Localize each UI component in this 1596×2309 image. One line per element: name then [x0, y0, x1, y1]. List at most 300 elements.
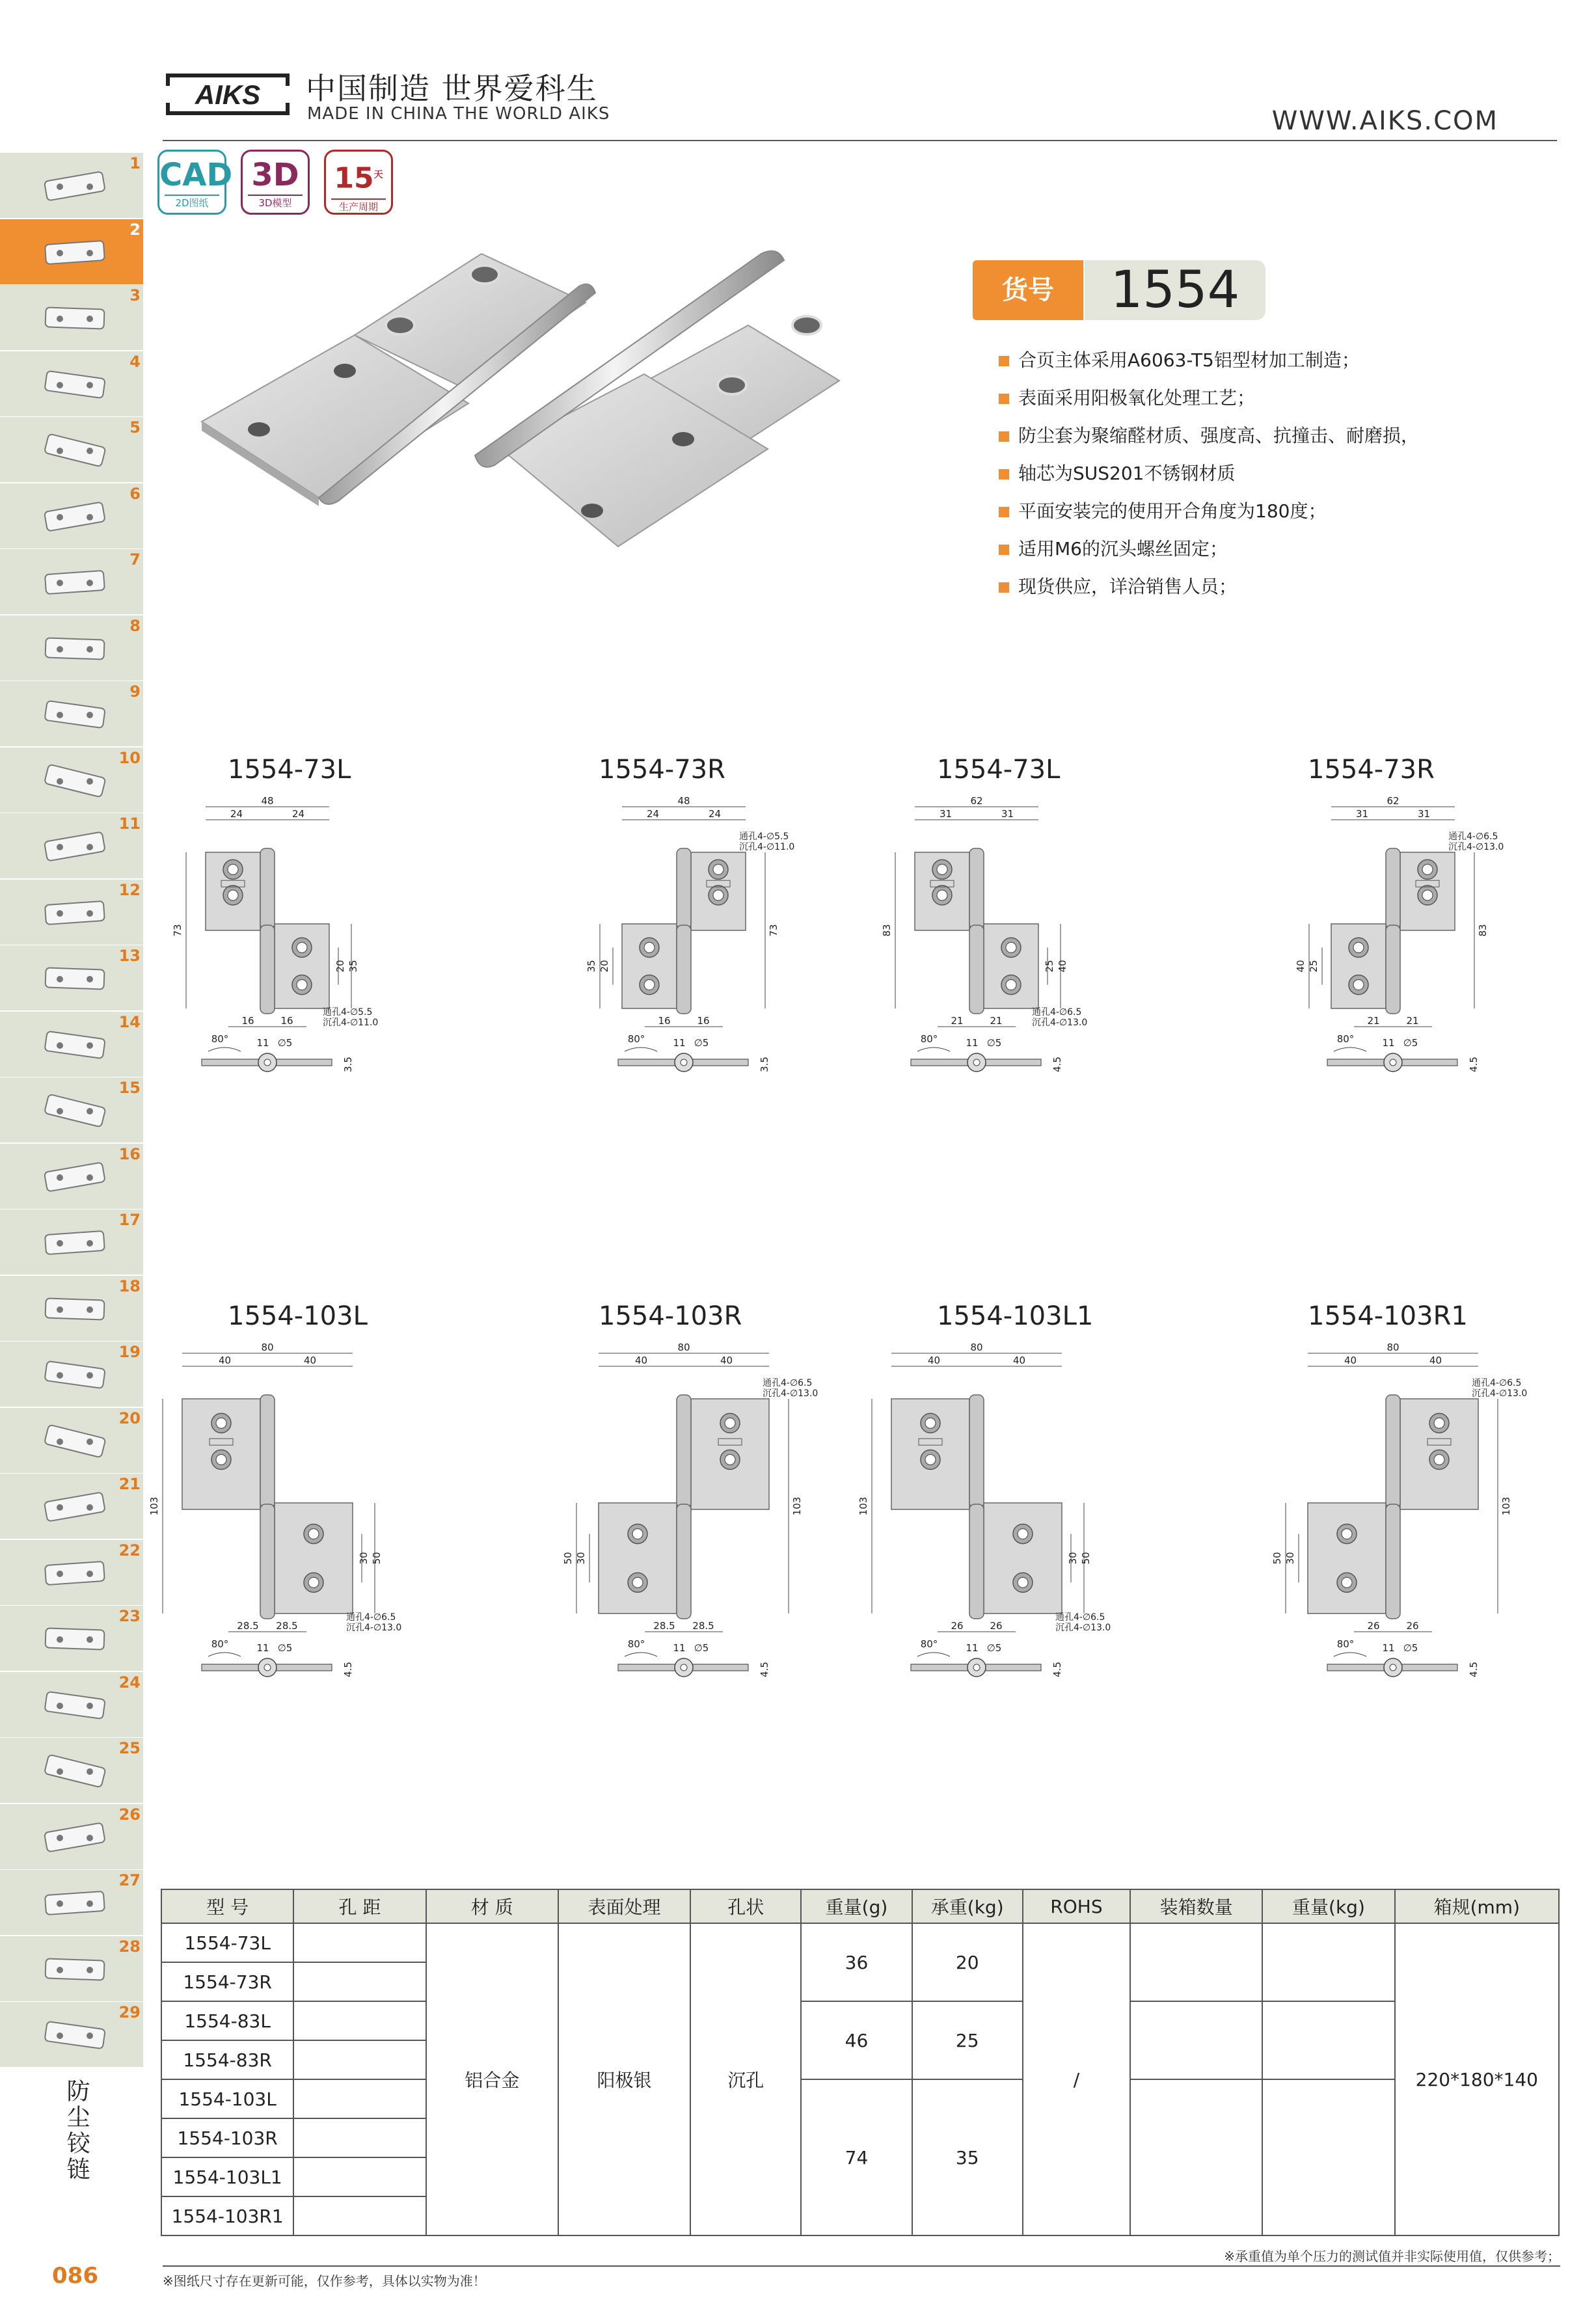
hole-callout-through: 通孔4-∅5.5 — [323, 1007, 373, 1018]
drawing-1554-73r — [1243, 755, 1555, 1210]
bullet-square-icon — [999, 582, 1009, 593]
through-hole-icon — [937, 890, 947, 900]
sidebar-item-number: 19 — [118, 1343, 141, 1361]
feature-text: 防尘套为聚缩醛材质、强度高、抗撞击、耐磨损， — [1018, 425, 1420, 446]
hole-callout-through: 通孔4-∅6.5 — [1055, 1612, 1105, 1623]
model-cell: 1554-103R1 — [161, 2196, 293, 2235]
sidebar-item-number: 26 — [118, 1805, 141, 1824]
drawing-1554-73r — [534, 755, 846, 1210]
drawing-1554-103r1 — [1243, 1301, 1555, 1757]
column-header: 孔状 — [690, 1889, 801, 1923]
dim-bottom-half: 26 — [1406, 1620, 1419, 1632]
feature-item — [999, 493, 1519, 530]
column-header: 孔 距 — [293, 1889, 426, 1923]
through-hole-icon — [1006, 942, 1016, 952]
product-code-label: 货号 — [973, 260, 1083, 320]
through-hole-icon — [644, 980, 655, 990]
hole-callout-countersunk: 沉孔4-∅13.0 — [763, 1388, 818, 1399]
box-weight-cell — [1262, 2079, 1394, 2235]
through-hole-icon — [1018, 1577, 1028, 1587]
dim-hole-pitch: 25 — [1044, 960, 1055, 973]
brand-en: MADE IN CHINA THE WORLD AIKS — [307, 104, 610, 124]
sidebar-item-26[interactable] — [0, 1804, 143, 1869]
sidebar-item-17[interactable] — [0, 1209, 143, 1275]
3d-badge-label: 3D — [251, 157, 299, 193]
angle-arc-icon — [625, 1653, 657, 1656]
lower-leaf — [984, 1503, 1062, 1614]
pin-icon — [973, 1664, 980, 1671]
dim-bottom-half: 16 — [280, 1015, 293, 1027]
drawing-title: 1554-103L — [228, 1301, 368, 1331]
dim-half-width: 40 — [303, 1355, 317, 1366]
sidebar-item-25[interactable] — [0, 1738, 143, 1803]
lead-time-badge[interactable] — [324, 150, 393, 215]
angle-arc-icon — [625, 1047, 657, 1051]
hardware-thumbnail-icon — [39, 1356, 111, 1395]
hole-callout-countersunk: 沉孔4-∅13.0 — [1032, 1018, 1088, 1028]
sidebar-item-28[interactable] — [0, 1936, 143, 2001]
dim-pin: 11 — [673, 1037, 686, 1049]
through-hole-icon — [1018, 1529, 1028, 1539]
drawing-1554-103r — [534, 1301, 846, 1757]
lead-time-caption: 生产周期 — [331, 198, 386, 214]
hardware-thumbnail-icon — [39, 1224, 111, 1263]
sidebar-item-8[interactable] — [0, 615, 143, 681]
hinge-drawing — [534, 794, 846, 1210]
hardware-thumbnail-icon — [39, 1158, 111, 1197]
drawing-title: 1554-73L — [937, 755, 1061, 785]
through-hole-icon — [1353, 942, 1364, 952]
column-header: 表面处理 — [558, 1889, 690, 1923]
dim-angle: 80° — [627, 1033, 645, 1045]
3d-badge[interactable] — [241, 150, 310, 215]
dim-total-width: 80 — [261, 1342, 274, 1353]
dim-bottom-half: 21 — [951, 1015, 964, 1027]
hardware-thumbnail-icon — [39, 1818, 111, 1857]
sidebar-item-21[interactable] — [0, 1474, 143, 1539]
dim-diameter: ∅5 — [986, 1037, 1002, 1049]
through-hole-icon — [937, 864, 947, 874]
sidebar-item-12[interactable] — [0, 880, 143, 945]
box-weight-cell — [1262, 2001, 1394, 2079]
dim-pin: 11 — [256, 1642, 269, 1654]
model-cell: 1554-103L — [161, 2079, 293, 2118]
column-header: 装箱数量 — [1130, 1889, 1262, 1923]
dim-leaf-height: 50 — [371, 1552, 383, 1565]
angle-arc-icon — [208, 1047, 241, 1051]
sidebar-item-number: 11 — [118, 815, 141, 833]
hardware-thumbnail-icon — [39, 1554, 111, 1593]
bullet-square-icon — [999, 469, 1009, 479]
drawing-title: 1554-73L — [228, 755, 351, 785]
surface-cell: 阳极银 — [558, 1923, 690, 2235]
dim-bottom-half: 21 — [1367, 1015, 1380, 1027]
aiks-logo — [163, 72, 293, 117]
dim-bottom-half: 16 — [241, 1015, 254, 1027]
dim-leaf-height: 35 — [347, 960, 359, 973]
dim-bottom-half: 26 — [1367, 1620, 1380, 1632]
dim-pin: 11 — [1382, 1037, 1395, 1049]
sidebar-item-23[interactable] — [0, 1606, 143, 1671]
lower-leaf — [275, 1503, 353, 1614]
sidebar-item-1[interactable] — [0, 153, 143, 218]
dim-bottom-half: 21 — [990, 1015, 1003, 1027]
sidebar-item-18[interactable] — [0, 1276, 143, 1341]
hinge-product-image — [189, 241, 839, 605]
sidebar-item-10[interactable] — [0, 748, 143, 813]
dim-bottom-half: 28.5 — [237, 1620, 259, 1632]
sidebar-item-2[interactable] — [0, 219, 143, 284]
sidebar-item-number: 17 — [118, 1211, 141, 1229]
dim-bottom-half: 16 — [658, 1015, 671, 1027]
hole-callout-countersunk: 沉孔4-∅11.0 — [323, 1018, 379, 1028]
dim-diameter: ∅5 — [986, 1642, 1002, 1654]
hardware-thumbnail-icon — [39, 1620, 111, 1659]
sidebar-item-13[interactable] — [0, 945, 143, 1010]
sidebar-item-19[interactable] — [0, 1342, 143, 1407]
through-hole-icon — [308, 1529, 319, 1539]
sidebar-item-29[interactable] — [0, 2002, 143, 2067]
dim-thickness: 4.5 — [1468, 1057, 1480, 1072]
dim-half-width: 31 — [1001, 808, 1014, 820]
sidebar-item-20[interactable] — [0, 1408, 143, 1473]
pin-icon — [264, 1059, 271, 1066]
dim-pin: 11 — [966, 1037, 979, 1049]
lead-time-value: 15 — [334, 161, 374, 195]
pin-icon — [973, 1059, 980, 1066]
dim-total-width: 62 — [1386, 795, 1400, 807]
angle-arc-icon — [1334, 1653, 1366, 1656]
dim-pin: 11 — [966, 1642, 979, 1654]
hole-pitch-cell — [293, 2196, 426, 2235]
dim-diameter: ∅5 — [277, 1642, 293, 1654]
hole-pitch-cell — [293, 2001, 426, 2040]
box-size-cell: 220*180*140 — [1395, 1923, 1559, 2235]
feature-text: 合页主体采用A6063-T5铝型材加工制造； — [1018, 349, 1360, 371]
sidebar-item-number: 27 — [118, 1871, 141, 1889]
pin-icon — [264, 1664, 271, 1671]
dim-hole-pitch: 30 — [575, 1552, 587, 1565]
dim-hole-pitch: 30 — [1067, 1552, 1079, 1565]
box-qty-cell — [1130, 1923, 1262, 2001]
through-hole-icon — [725, 1418, 735, 1428]
barrel-lower — [677, 1504, 691, 1619]
dim-hole-pitch: 20 — [334, 960, 346, 973]
dim-leaf-height: 50 — [1080, 1552, 1092, 1565]
drawing-1554-73l — [872, 755, 1184, 1210]
hinge-drawing — [534, 1340, 846, 1757]
box-qty-cell — [1130, 2079, 1262, 2235]
barrel-upper — [969, 848, 984, 929]
model-cell: 1554-83R — [161, 2040, 293, 2079]
through-hole-icon — [228, 890, 238, 900]
model-cell: 1554-103R — [161, 2118, 293, 2157]
material-cell: 铝合金 — [426, 1923, 558, 2235]
hole-type-cell: 沉孔 — [690, 1923, 801, 2235]
dim-total-width: 48 — [261, 795, 274, 807]
footnote: ※图纸尺寸存在更新可能，仅作参考，具体以实物为准！ — [163, 2273, 486, 2289]
sidebar-item-number: 21 — [118, 1475, 141, 1493]
sidebar-item-22[interactable] — [0, 1540, 143, 1605]
model-cell: 1554-73L — [161, 1923, 293, 1962]
hinge-drawing — [163, 794, 475, 1210]
column-header: 型 号 — [161, 1889, 293, 1923]
hardware-thumbnail-icon — [39, 695, 111, 735]
sidebar-item-7[interactable] — [0, 549, 143, 614]
through-hole-icon — [632, 1577, 643, 1587]
hardware-thumbnail-icon — [39, 299, 111, 338]
feature-list — [999, 342, 1519, 606]
feature-item — [999, 342, 1519, 379]
sidebar-item-number: 6 — [129, 484, 141, 503]
dim-total-width: 62 — [970, 795, 983, 807]
bullet-square-icon — [999, 507, 1009, 517]
through-hole-icon — [1434, 1455, 1444, 1465]
column-header: ROHS — [1023, 1889, 1130, 1923]
feature-text: 现货供应，详洽销售人员； — [1018, 576, 1238, 597]
dim-leaf-height: 40 — [1295, 960, 1306, 973]
hardware-thumbnail-icon — [39, 1092, 111, 1131]
dim-hole-pitch: 30 — [1284, 1552, 1296, 1565]
hole-callout-through: 通孔4-∅5.5 — [739, 831, 789, 842]
through-hole-icon — [308, 1577, 319, 1587]
through-hole-icon — [216, 1418, 226, 1428]
sidebar-item-4[interactable] — [0, 351, 143, 416]
sidebar-item-9[interactable] — [0, 681, 143, 746]
dim-pin: 11 — [673, 1642, 686, 1654]
hinge-drawing — [858, 1340, 1184, 1757]
hinge-drawing — [148, 1340, 475, 1757]
dim-height: 103 — [858, 1496, 869, 1516]
barrel-upper — [1386, 848, 1400, 929]
hinge-drawing — [1243, 1340, 1555, 1757]
sidebar-item-number: 10 — [118, 748, 141, 767]
dim-half-width: 40 — [218, 1355, 232, 1366]
weight-cell: 36 — [801, 1923, 912, 2001]
hardware-thumbnail-icon — [39, 1422, 111, 1461]
weight-cell: 74 — [801, 2079, 912, 2235]
hole-callout-through: 通孔4-∅6.5 — [1448, 831, 1498, 842]
sidebar-item-5[interactable] — [0, 417, 143, 482]
bullet-square-icon — [999, 545, 1009, 555]
pin-icon — [681, 1664, 687, 1671]
bullet-square-icon — [999, 394, 1009, 404]
dim-half-width: 40 — [1012, 1355, 1026, 1366]
hole-callout-countersunk: 沉孔4-∅11.0 — [739, 842, 795, 852]
hardware-thumbnail-icon — [39, 1752, 111, 1791]
dim-pin: 11 — [1382, 1642, 1395, 1654]
dim-half-width: 24 — [230, 808, 243, 820]
rohs-cell: / — [1023, 1923, 1130, 2235]
dim-total-width: 80 — [970, 1342, 983, 1353]
cad-badge[interactable] — [157, 150, 233, 215]
logo-text: AIKS — [195, 79, 261, 110]
hardware-thumbnail-icon — [39, 762, 111, 801]
angle-arc-icon — [917, 1653, 950, 1656]
page-number: 086 — [52, 2263, 98, 2289]
dim-total-width: 48 — [677, 795, 690, 807]
feature-item — [999, 455, 1519, 493]
dim-leaf-height: 50 — [562, 1552, 574, 1565]
hardware-thumbnail-icon — [39, 431, 111, 470]
through-hole-icon — [228, 864, 238, 874]
box-qty-cell — [1130, 2001, 1262, 2079]
hardware-thumbnail-icon — [39, 1026, 111, 1065]
barrel-upper — [260, 848, 275, 929]
site-url[interactable]: WWW.AIKS.COM — [1271, 106, 1498, 136]
through-hole-icon — [1422, 864, 1433, 874]
category-caption: 防尘铰链 — [63, 2079, 90, 2183]
hinge-drawing — [872, 794, 1184, 1210]
sidebar-item-14[interactable] — [0, 1012, 143, 1077]
column-header: 重量(kg) — [1262, 1889, 1394, 1923]
feature-item — [999, 417, 1519, 455]
column-header: 重量(g) — [801, 1889, 912, 1923]
dim-angle: 80° — [1336, 1033, 1355, 1045]
dim-half-width: 31 — [1417, 808, 1431, 820]
sidebar-item-number: 1 — [129, 154, 141, 172]
sidebar-item-number: 16 — [118, 1144, 141, 1163]
column-header: 箱规(mm) — [1395, 1889, 1559, 1923]
pin-icon — [681, 1059, 687, 1066]
feature-item — [999, 530, 1519, 568]
model-cell: 1554-83L — [161, 2001, 293, 2040]
through-hole-icon — [297, 942, 307, 952]
dim-diameter: ∅5 — [277, 1037, 293, 1049]
sidebar-item-3[interactable] — [0, 285, 143, 350]
dim-half-width: 40 — [1344, 1355, 1357, 1366]
table-row — [161, 2079, 1559, 2118]
dim-thickness: 4.5 — [1051, 1057, 1063, 1072]
hardware-thumbnail-icon — [39, 563, 111, 602]
dim-bottom-half: 16 — [697, 1015, 710, 1027]
hardware-thumbnail-icon — [39, 167, 111, 206]
hole-callout-countersunk: 沉孔4-∅13.0 — [1448, 842, 1504, 852]
sidebar-item-number: 29 — [118, 2003, 141, 2021]
sidebar-item-number: 23 — [118, 1607, 141, 1625]
dim-leaf-height: 35 — [586, 960, 597, 973]
barrel-lower — [969, 925, 984, 1014]
drawing-title: 1554-73R — [1308, 755, 1435, 785]
through-hole-icon — [1342, 1577, 1352, 1587]
through-hole-icon — [216, 1455, 226, 1465]
hardware-thumbnail-icon — [39, 894, 111, 933]
sidebar-item-6[interactable] — [0, 483, 143, 548]
dim-hole-pitch: 20 — [599, 960, 610, 973]
dim-angle: 80° — [627, 1638, 645, 1650]
dim-height: 103 — [148, 1496, 160, 1516]
through-hole-icon — [725, 1455, 735, 1465]
hardware-thumbnail-icon — [39, 1488, 111, 1527]
table-row — [161, 2001, 1559, 2040]
sidebar-item-27[interactable] — [0, 1870, 143, 1935]
pin-icon — [1390, 1664, 1396, 1671]
barrel-lower — [1386, 925, 1400, 1014]
hole-pitch-cell — [293, 2118, 426, 2157]
lead-time-unit: 天 — [373, 170, 383, 180]
hardware-thumbnail-icon — [39, 630, 111, 669]
pin-icon — [1390, 1059, 1396, 1066]
sidebar-item-number: 22 — [118, 1541, 141, 1560]
through-hole-icon — [713, 890, 724, 900]
sidebar-item-number: 8 — [129, 616, 141, 635]
sidebar-item-number: 4 — [129, 352, 141, 371]
dim-thickness: 3.5 — [759, 1057, 770, 1072]
barrel-upper — [260, 1395, 275, 1508]
dim-bottom-half: 21 — [1406, 1015, 1419, 1027]
model-cell: 1554-103L1 — [161, 2157, 293, 2196]
feature-text: 轴芯为SUS201不锈钢材质 — [1018, 463, 1236, 484]
drawing-1554-103l1 — [858, 1301, 1184, 1757]
dim-height: 83 — [881, 924, 893, 937]
dim-half-width: 24 — [646, 808, 660, 820]
sidebar-item-24[interactable] — [0, 1672, 143, 1737]
sidebar-item-number: 18 — [118, 1276, 141, 1295]
sidebar-item-number: 20 — [118, 1409, 141, 1427]
lower-leaf — [599, 1503, 677, 1614]
dim-leaf-height: 40 — [1057, 960, 1068, 973]
sidebar-item-number: 9 — [129, 682, 141, 701]
hole-pitch-cell — [293, 1962, 426, 2001]
dim-angle: 80° — [920, 1033, 938, 1045]
through-hole-icon — [644, 942, 655, 952]
barrel-lower — [1386, 1504, 1400, 1619]
dim-half-width: 24 — [708, 808, 722, 820]
dim-hole-pitch: 25 — [1308, 960, 1319, 973]
dim-diameter: ∅5 — [1403, 1037, 1418, 1049]
table-note: ※承重值为单个压力的测试值并非实际使用值，仅供参考； — [1224, 2248, 1560, 2264]
dim-half-width: 31 — [939, 808, 953, 820]
dim-pin: 11 — [256, 1037, 269, 1049]
lower-leaf — [1331, 924, 1386, 1008]
barrel-upper — [969, 1395, 984, 1508]
dim-total-width: 80 — [677, 1342, 690, 1353]
cad-badge-caption: 2D图纸 — [165, 195, 219, 210]
lower-leaf — [275, 924, 329, 1008]
load-cell: 35 — [912, 2079, 1023, 2235]
dim-half-width: 24 — [291, 808, 305, 820]
hole-callout-through: 通孔4-∅6.5 — [1472, 1378, 1522, 1388]
dim-thickness: 3.5 — [342, 1057, 354, 1072]
hole-callout-through: 通孔4-∅6.5 — [763, 1378, 813, 1388]
hole-pitch-cell — [293, 2040, 426, 2079]
spec-table — [161, 1889, 1560, 2236]
through-hole-icon — [925, 1455, 936, 1465]
dim-angle: 80° — [920, 1638, 938, 1650]
angle-arc-icon — [208, 1653, 241, 1656]
angle-arc-icon — [917, 1047, 950, 1051]
through-hole-icon — [1353, 980, 1364, 990]
brand-cn: 中国制造 世界爱科生 — [306, 71, 598, 106]
hole-pitch-cell — [293, 2157, 426, 2196]
drawing-1554-73l — [163, 755, 475, 1210]
bullet-square-icon — [999, 431, 1009, 442]
sidebar-item-number: 15 — [118, 1079, 141, 1097]
sidebar-item-number: 7 — [129, 550, 141, 569]
through-hole-icon — [1342, 1529, 1352, 1539]
sidebar-item-number: 2 — [129, 220, 141, 239]
drawing-1554-103l — [148, 1301, 475, 1757]
angle-arc-icon — [1334, 1047, 1366, 1051]
dim-bottom-half: 26 — [990, 1620, 1003, 1632]
dim-bottom-half: 28.5 — [692, 1620, 714, 1632]
through-hole-icon — [925, 1418, 936, 1428]
dim-bottom-half: 26 — [951, 1620, 964, 1632]
dim-diameter: ∅5 — [694, 1642, 709, 1654]
sidebar-item-16[interactable] — [0, 1144, 143, 1209]
sidebar-item-15[interactable] — [0, 1077, 143, 1142]
sidebar-item-11[interactable] — [0, 813, 143, 878]
